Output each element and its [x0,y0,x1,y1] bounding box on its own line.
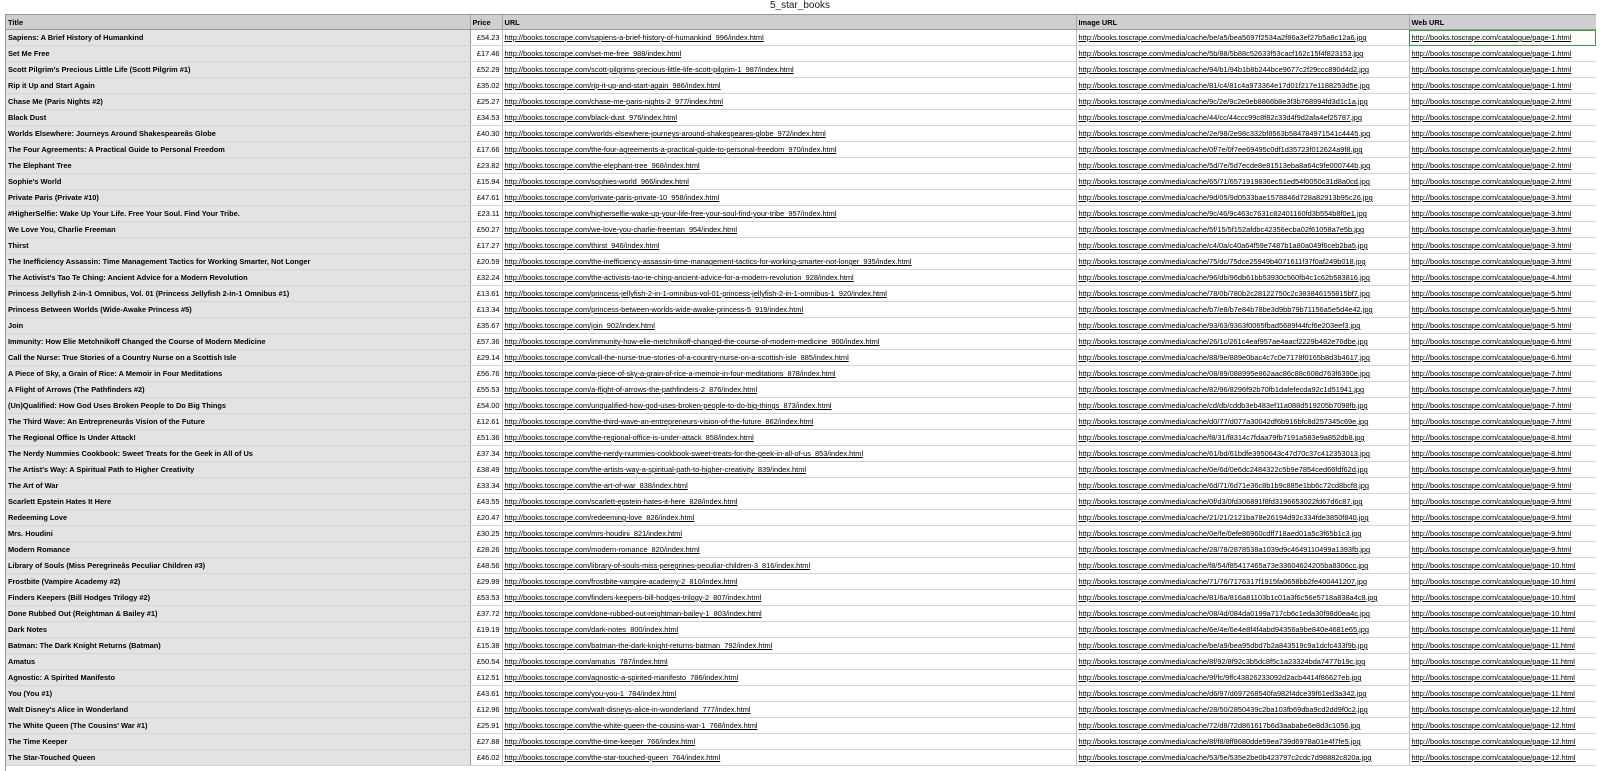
cell-image-url[interactable]: http://books.toscrape.com/media/cache/61/bd/61bdfe3950643c47d70c37c412353013.jpg [1076,446,1409,462]
cell-title[interactable]: Agnostic: A Spirited Manifesto [6,670,470,686]
table-row [6,590,1596,606]
cell-web-url[interactable]: http://books.toscrape.com/catalogue/page-2.html [1409,110,1596,126]
cell-url[interactable]: http://books.toscrape.com/the-nerdy-nummies-cookbook-sweet-treats-for-the-geek-in-all-of-us_853/index.html [502,446,1076,462]
cell-web-url[interactable]: http://books.toscrape.com/catalogue/page-2.html [1409,174,1596,190]
cell-image-url[interactable]: http://books.toscrape.com/media/cache/d0/77/d077a30042df6b916bfc8d257345c69e.jpg [1076,414,1409,430]
cell-title[interactable]: You (You #1) [6,686,470,702]
cell-url[interactable]: http://books.toscrape.com/the-regional-office-is-under-attack_858/index.html [502,430,1076,446]
cell-price[interactable]: £19.19 [470,622,502,638]
cell-price[interactable]: £54.00 [470,398,502,414]
column-header-url[interactable]: URL [502,15,1076,30]
table-row [6,142,1596,158]
cell-image-url[interactable]: http://books.toscrape.com/media/cache/0f/d3/0fd306891f8fd3196653022fd67d6c87.jpg [1076,494,1409,510]
cell-web-url[interactable]: http://books.toscrape.com/catalogue/page-10.html [1409,590,1596,606]
cell-price[interactable]: £20.47 [470,510,502,526]
table-row [6,398,1596,414]
cell-web-url[interactable]: http://books.toscrape.com/catalogue/page-9.html [1409,478,1596,494]
cell-title[interactable]: We Love You, Charlie Freeman [6,222,470,238]
cell-web-url[interactable]: http://books.toscrape.com/catalogue/page-3.html [1409,238,1596,254]
table-row [6,238,1596,254]
cell-price[interactable]: £53.53 [470,590,502,606]
header-row [6,15,1596,30]
cell-url[interactable]: http://books.toscrape.com/the-four-agreements-a-practical-guide-to-personal-freedom_970/index.html [502,142,1076,158]
table-row [6,46,1596,62]
table-row [6,190,1596,206]
cell-title[interactable]: Immunity: How Elie Metchnikoff Changed the Course of Modern Medicine [6,334,470,350]
cell-image-url[interactable]: http://books.toscrape.com/media/cache/44/cc/44ccc99c8f82c33d4f9d2afa4ef25787.jpg [1076,110,1409,126]
cell-image-url[interactable]: http://books.toscrape.com/media/cache/6e/4e/6e4e8f4f4abd94356a9be840e4681e65.jpg [1076,622,1409,638]
cell-title[interactable]: (Un)Qualified: How God Uses Broken People to Do Big Things [6,398,470,414]
cell-title[interactable]: A Piece of Sky, a Grain of Rice: A Memoir in Four Meditations [6,366,470,382]
cell-web-url[interactable]: http://books.toscrape.com/catalogue/page-9.html [1409,526,1596,542]
cell-web-url[interactable]: http://books.toscrape.com/catalogue/page-5.html [1409,302,1596,318]
table-row [6,478,1596,494]
cell-title[interactable]: #HigherSelfie: Wake Up Your Life. Free Your Soul. Find Your Tribe. [6,206,470,222]
cell-web-url[interactable]: http://books.toscrape.com/catalogue/page-3.html [1409,222,1596,238]
cell-image-url[interactable]: http://books.toscrape.com/media/cache/f8/31/f8314c7fdaa79fb7191a583e9a852db8.jpg [1076,430,1409,446]
table-row [6,334,1596,350]
cell-title[interactable]: Private Paris (Private #10) [6,190,470,206]
cell-image-url[interactable]: http://books.toscrape.com/media/cache/96/db/96db61bb53930c560fb4c1c62b583816.jpg [1076,270,1409,286]
cell-image-url[interactable]: http://books.toscrape.com/media/cache/8f/f8/8ff8680dde59ea739d6978a01e4f7fe5.jpg [1076,734,1409,750]
cell-url[interactable]: http://books.toscrape.com/the-activists-tao-te-ching-ancient-advice-for-a-modern-revolution_928/index.html [502,270,1076,286]
window-title: 5_star_books [769,0,831,11]
cell-price[interactable]: £32.24 [470,270,502,286]
table-row [6,30,1596,46]
table-row [6,350,1596,366]
cell-url[interactable]: http://books.toscrape.com/a-flight-of-arrows-the-pathfinders-2_876/index.html [502,382,1076,398]
cell-web-url[interactable]: http://books.toscrape.com/catalogue/page-2.html [1409,142,1596,158]
cell-title[interactable]: The Third Wave: An Entrepreneurâs Vision of the Future [6,414,470,430]
cell-price[interactable]: £40.30 [470,126,502,142]
table-row [6,702,1596,718]
cell-image-url[interactable]: http://books.toscrape.com/media/cache/65/71/6571919836ec51ed54f0050c31d8a0cd.jpg [1076,174,1409,190]
cell-title[interactable]: Thirst [6,238,470,254]
cell-price[interactable]: £35.67 [470,318,502,334]
cell-price[interactable]: £20.59 [470,254,502,270]
cell-image-url[interactable]: http://books.toscrape.com/media/cache/d6/97/d697268540fa982f4dce39f61ed3a342.jpg [1076,686,1409,702]
cell-image-url[interactable]: http://books.toscrape.com/media/cache/53/5e/535e2be0b423797c2cdc7d98882c820a.jpg [1076,750,1409,766]
cell-image-url[interactable]: http://books.toscrape.com/media/cache/0e/fe/0efe86960cdff718aed01a5c3f65b1c3.jpg [1076,526,1409,542]
cell-title[interactable]: Finders Keepers (Bill Hodges Trilogy #2) [6,590,470,606]
cell-web-url[interactable]: http://books.toscrape.com/catalogue/page-11.html [1409,654,1596,670]
cell-url[interactable]: http://books.toscrape.com/sophies-world_966/index.html [502,174,1076,190]
cell-web-url[interactable]: http://books.toscrape.com/catalogue/page-10.html [1409,606,1596,622]
cell-price[interactable]: £23.82 [470,158,502,174]
cell-web-url[interactable]: http://books.toscrape.com/catalogue/page-2.html [1409,158,1596,174]
cell-price[interactable]: £46.02 [470,750,502,766]
cell-web-url[interactable]: http://books.toscrape.com/catalogue/page-3.html [1409,206,1596,222]
cell-price[interactable]: £48.56 [470,558,502,574]
cell-price[interactable]: £52.29 [470,62,502,78]
table-row [6,430,1596,446]
cell-image-url[interactable]: http://books.toscrape.com/media/cache/f8/54/f85417465a73e33604624205ba8306cc.jpg [1076,558,1409,574]
cell-price[interactable]: £17.66 [470,142,502,158]
cell-title[interactable]: Frostbite (Vampire Academy #2) [6,574,470,590]
cell-web-url[interactable]: http://books.toscrape.com/catalogue/page-1.html [1409,78,1596,94]
table-row [6,734,1596,750]
cell-price[interactable]: £43.55 [470,494,502,510]
cell-url[interactable]: http://books.toscrape.com/the-star-touched-queen_764/index.html [502,750,1076,766]
cell-title[interactable]: Batman: The Dark Knight Returns (Batman) [6,638,470,654]
table-row [6,110,1596,126]
cell-price[interactable]: £23.11 [470,206,502,222]
cell-price[interactable]: £13.34 [470,302,502,318]
cell-image-url[interactable]: http://books.toscrape.com/media/cache/0e/6d/0e6dc2484322c5b9e7854ced66fdf62d.jpg [1076,462,1409,478]
column-header-price[interactable]: Price [470,15,502,30]
cell-image-url[interactable]: http://books.toscrape.com/media/cache/81/c4/81c4a973364e17d01f217e1188253d5e.jpg [1076,78,1409,94]
cell-image-url[interactable]: http://books.toscrape.com/media/cache/0f/7e/0f7ee69495c0df1d35723f012624a9f8.jpg [1076,142,1409,158]
cell-image-url[interactable]: http://books.toscrape.com/media/cache/c4/0a/c40a64f59e7487b1a80a049f6ceb2ba5.jpg [1076,238,1409,254]
cell-price[interactable]: £56.76 [470,366,502,382]
cell-web-url[interactable]: http://books.toscrape.com/catalogue/page-10.html [1409,558,1596,574]
cell-price[interactable]: £38.49 [470,462,502,478]
cell-title[interactable]: Worlds Elsewhere: Journeys Around Shakespeareâs Globe [6,126,470,142]
cell-url[interactable]: http://books.toscrape.com/scott-pilgrims-precious-little-life-scott-pilgrim-1_987/index.html [502,62,1076,78]
cell-title[interactable]: Rip it Up and Start Again [6,78,470,94]
cell-url[interactable]: http://books.toscrape.com/the-time-keeper_766/index.html [502,734,1076,750]
cell-url[interactable]: http://books.toscrape.com/the-white-queen-the-cousins-war-1_768/index.html [502,718,1076,734]
table-row [6,654,1596,670]
cell-title[interactable]: Set Me Free [6,46,470,62]
cell-title[interactable]: Scarlett Epstein Hates It Here [6,494,470,510]
cell-url[interactable]: http://books.toscrape.com/library-of-souls-miss-peregrines-peculiar-children-3_816/index.html [502,558,1076,574]
cell-title[interactable]: The Star-Touched Queen [6,750,470,766]
cell-price[interactable]: £25.91 [470,718,502,734]
cell-web-url[interactable]: http://books.toscrape.com/catalogue/page-12.html [1409,734,1596,750]
table-row [6,558,1596,574]
cell-title[interactable]: Mrs. Houdini [6,526,470,542]
cell-web-url[interactable]: http://books.toscrape.com/catalogue/page-7.html [1409,366,1596,382]
cell-price[interactable]: £54.23 [470,30,502,46]
cell-url[interactable]: http://books.toscrape.com/amatus_787/index.html [502,654,1076,670]
column-header-image-url[interactable]: Image URL [1076,15,1409,30]
cell-title[interactable]: Join [6,318,470,334]
table-row [6,286,1596,302]
table-row [6,270,1596,286]
cell-title[interactable]: Walt Disney's Alice in Wonderland [6,702,470,718]
cell-url[interactable]: http://books.toscrape.com/private-paris-private-10_958/index.html [502,190,1076,206]
cell-url[interactable]: http://books.toscrape.com/worlds-elsewhere-journeys-around-shakespeares-globe_972/index.html [502,126,1076,142]
cell-image-url[interactable]: http://books.toscrape.com/media/cache/93/63/9363f0065fbad5689f44fcf6e203eef3.jpg [1076,318,1409,334]
cell-url[interactable]: http://books.toscrape.com/batman-the-dark-knight-returns-batman_792/index.html [502,638,1076,654]
table-row [6,462,1596,478]
cell-title[interactable]: Sophie's World [6,174,470,190]
cell-title[interactable]: Princess Jellyfish 2-in-1 Omnibus, Vol. 01 (Princess Jellyfish 2-in-1 Omnibus #1) [6,286,470,302]
cell-image-url[interactable]: http://books.toscrape.com/media/cache/b7/e8/b7e84b78be3d9bb79b71156a5e5d4e42.jpg [1076,302,1409,318]
table-row [6,670,1596,686]
cell-web-url[interactable]: http://books.toscrape.com/catalogue/page-8.html [1409,446,1596,462]
cell-title[interactable]: The Art of War [6,478,470,494]
cell-web-url[interactable]: http://books.toscrape.com/catalogue/page-1.html [1409,46,1596,62]
table-row [6,94,1596,110]
table-row [6,382,1596,398]
cell-price[interactable]: £12.61 [470,414,502,430]
table-row [6,254,1596,270]
cell-price[interactable]: £15.38 [470,638,502,654]
cell-title[interactable]: A Flight of Arrows (The Pathfinders #2) [6,382,470,398]
cell-image-url[interactable]: http://books.toscrape.com/media/cache/5f/15/5f152afdbc42356ecba02f61058a7e5b.jpg [1076,222,1409,238]
cell-title[interactable]: The Four Agreements: A Practical Guide to Personal Freedom [6,142,470,158]
cell-price[interactable]: £47.61 [470,190,502,206]
cell-web-url[interactable]: http://books.toscrape.com/catalogue/page-9.html [1409,542,1596,558]
cell-image-url[interactable]: http://books.toscrape.com/media/cache/81/6a/816a81103b1c01a3f6c56e5718a838a4c8.jpg [1076,590,1409,606]
cell-web-url[interactable]: http://books.toscrape.com/catalogue/page-3.html [1409,190,1596,206]
cell-web-url[interactable]: http://books.toscrape.com/catalogue/page-3.html [1409,254,1596,270]
cell-web-url[interactable]: http://books.toscrape.com/catalogue/page-5.html [1409,318,1596,334]
cell-price[interactable]: £37.34 [470,446,502,462]
cell-image-url[interactable]: http://books.toscrape.com/media/cache/72/d8/72d861617b6d3aababe6e8d3c1056.jpg [1076,718,1409,734]
cell-image-url[interactable]: http://books.toscrape.com/media/cache/5d/7e/5d7ecde8e81513eba8a64c9fe000744b.jpg [1076,158,1409,174]
cell-title[interactable]: Chase Me (Paris Nights #2) [6,94,470,110]
cell-url[interactable]: http://books.toscrape.com/the-third-wave-an-entrepreneurs-vision-of-the-future_862/index.html [502,414,1076,430]
cell-price[interactable]: £43.61 [470,686,502,702]
cell-web-url[interactable]: http://books.toscrape.com/catalogue/page-4.html [1409,270,1596,286]
table-row [6,606,1596,622]
cell-price[interactable]: £27.88 [470,734,502,750]
cell-url[interactable]: http://books.toscrape.com/redeeming-love_826/index.html [502,510,1076,526]
cell-url[interactable]: http://books.toscrape.com/dark-notes_800/index.html [502,622,1076,638]
table-row [6,206,1596,222]
cell-price[interactable]: £29.14 [470,350,502,366]
table-row [6,718,1596,734]
cell-price[interactable]: £13.61 [470,286,502,302]
cell-price[interactable]: £12.96 [470,702,502,718]
cell-image-url[interactable]: http://books.toscrape.com/media/cache/8f/92/8f92c3b5dc8f5c1a23324bda7477b19c.jpg [1076,654,1409,670]
cell-price[interactable]: £51.36 [470,430,502,446]
table-row [6,78,1596,94]
cell-image-url[interactable]: http://books.toscrape.com/media/cache/75/dc/75dce25949b4071611f37f0af249b018.jpg [1076,254,1409,270]
data-table [6,15,1596,766]
cell-image-url[interactable]: http://books.toscrape.com/media/cache/be/a5/bea5697f2534a2f86a3ef27b5a8c12a6.jpg [1076,30,1409,46]
table-row [6,622,1596,638]
table-row [6,126,1596,142]
cell-image-url[interactable]: http://books.toscrape.com/media/cache/cd/db/cddb3eb483ef11a088d519205b7098fb.jpg [1076,398,1409,414]
cell-web-url[interactable]: http://books.toscrape.com/catalogue/page-11.html [1409,638,1596,654]
cell-price[interactable]: £15.94 [470,174,502,190]
cell-url[interactable]: http://books.toscrape.com/princess-between-worlds-wide-awake-princess-5_919/index.html [502,302,1076,318]
cell-image-url[interactable]: http://books.toscrape.com/media/cache/5b/88/5b88c52633f53cacf162c15f4f823153.jpg [1076,46,1409,62]
cell-title[interactable]: Redeeming Love [6,510,470,526]
cell-price[interactable]: £50.54 [470,654,502,670]
cell-web-url[interactable]: http://books.toscrape.com/catalogue/page-2.html [1409,94,1596,110]
cell-web-url[interactable]: http://books.toscrape.com/catalogue/page-9.html [1409,462,1596,478]
table-row [6,494,1596,510]
cell-url[interactable]: http://books.toscrape.com/scarlett-epstein-hates-it-here_828/index.html [502,494,1076,510]
cell-price[interactable]: £29.99 [470,574,502,590]
cell-price[interactable]: £37.72 [470,606,502,622]
cell-url[interactable]: http://books.toscrape.com/immunity-how-elie-metchnikoff-changed-the-course-of-modern-medicine_900/index.html [502,334,1076,350]
cell-price[interactable]: £17.27 [470,238,502,254]
cell-url[interactable]: http://books.toscrape.com/the-art-of-war_838/index.html [502,478,1076,494]
cell-web-url[interactable]: http://books.toscrape.com/catalogue/page-12.html [1409,718,1596,734]
cell-image-url[interactable]: http://books.toscrape.com/media/cache/71/76/7176317f1915fa0658bb2fe400441207.jpg [1076,574,1409,590]
table-row [6,542,1596,558]
cell-url[interactable]: http://books.toscrape.com/a-piece-of-sky-a-grain-of-rice-a-memoir-in-four-meditations_878/index.html [502,366,1076,382]
cell-url[interactable]: http://books.toscrape.com/set-me-free_988/index.html [502,46,1076,62]
cell-url[interactable]: http://books.toscrape.com/the-artists-way-a-spiritual-path-to-higher-creativity_839/index.html [502,462,1076,478]
cell-url[interactable]: http://books.toscrape.com/unqualified-how-god-uses-broken-people-to-do-big-things_873/index.html [502,398,1076,414]
cell-web-url[interactable]: http://books.toscrape.com/catalogue/page-11.html [1409,622,1596,638]
cell-web-url[interactable]: http://books.toscrape.com/catalogue/page-10.html [1409,574,1596,590]
table-row [6,158,1596,174]
cell-url[interactable]: http://books.toscrape.com/mrs-houdini_821/index.html [502,526,1076,542]
cell-image-url[interactable]: http://books.toscrape.com/media/cache/26/1c/261c4eaf957ae4aacf2229b482e76dbe.jpg [1076,334,1409,350]
cell-url[interactable]: http://books.toscrape.com/modern-romance_820/index.html [502,542,1076,558]
cell-web-url[interactable]: http://books.toscrape.com/catalogue/page-9.html [1409,494,1596,510]
cell-image-url[interactable]: http://books.toscrape.com/media/cache/9d/05/9d0533bae1578846d728a82913b95c26.jpg [1076,190,1409,206]
cell-title[interactable]: The Regional Office Is Under Attack! [6,430,470,446]
cell-web-url[interactable]: http://books.toscrape.com/catalogue/page-1.html [1409,30,1596,46]
table-row [6,510,1596,526]
cell-url[interactable]: http://books.toscrape.com/agnostic-a-spirited-manifesto_786/index.html [502,670,1076,686]
cell-title[interactable]: Sapiens: A Brief History of Humankind [6,30,470,46]
cell-title[interactable]: Call the Nurse: True Stories of a Country Nurse on a Scottish Isle [6,350,470,366]
cell-price[interactable]: £57.36 [470,334,502,350]
cell-image-url[interactable]: http://books.toscrape.com/media/cache/08/4d/084da0199a717cb6c1eda30f98d0ea4c.jpg [1076,606,1409,622]
cell-url[interactable]: http://books.toscrape.com/we-love-you-charlie-freeman_954/index.html [502,222,1076,238]
cell-web-url[interactable]: http://books.toscrape.com/catalogue/page-7.html [1409,382,1596,398]
table-row [6,686,1596,702]
cell-web-url[interactable]: http://books.toscrape.com/catalogue/page-11.html [1409,670,1596,686]
cell-url[interactable]: http://books.toscrape.com/done-rubbed-out-reightman-bailey-1_803/index.html [502,606,1076,622]
cell-url[interactable]: http://books.toscrape.com/higherselfie-wake-up-your-life-free-your-soul-find-your-tribe_957/index.html [502,206,1076,222]
cell-image-url[interactable]: http://books.toscrape.com/media/cache/6d/71/6d71e36c8b1b9c885e1bb6c72cd8bcf8.jpg [1076,478,1409,494]
table-row [6,526,1596,542]
cell-image-url[interactable]: http://books.toscrape.com/media/cache/9c/2e/9c2e0eb8866b8e3f3b768994fd3d1c1a.jpg [1076,94,1409,110]
cell-web-url[interactable]: http://books.toscrape.com/catalogue/page-6.html [1409,334,1596,350]
cell-price[interactable]: £17.46 [470,46,502,62]
cell-url[interactable]: http://books.toscrape.com/the-inefficiency-assassin-time-management-tactics-for-working-smarter-not-longer_935/index.html [502,254,1076,270]
cell-web-url[interactable]: http://books.toscrape.com/catalogue/page-7.html [1409,414,1596,430]
cell-price[interactable]: £34.53 [470,110,502,126]
cell-image-url[interactable]: http://books.toscrape.com/media/cache/94/b1/94b1b8b244bce9677c2f29ccc890d4d2.jpg [1076,62,1409,78]
cell-url[interactable]: http://books.toscrape.com/frostbite-vampire-academy-2_810/index.html [502,574,1076,590]
cell-title[interactable]: The Inefficiency Assassin: Time Management Tactics for Working Smarter, Not Longer [6,254,470,270]
cell-image-url[interactable]: http://books.toscrape.com/media/cache/be/a9/bea95dbd7b2a843519c9a1dcfc433f9b.jpg [1076,638,1409,654]
cell-image-url[interactable]: http://books.toscrape.com/media/cache/88/9e/889e0bac4c7c0e7178f0165b8d3b4617.jpg [1076,350,1409,366]
cell-title[interactable]: Modern Romance [6,542,470,558]
table-row [6,574,1596,590]
column-header-title[interactable]: Title [6,15,470,30]
cell-image-url[interactable]: http://books.toscrape.com/media/cache/9f/fc/9ffc43826233092d2acb4414f86627eb.jpg [1076,670,1409,686]
cell-url[interactable]: http://books.toscrape.com/rip-it-up-and-start-again_986/index.html [502,78,1076,94]
cell-image-url[interactable]: http://books.toscrape.com/media/cache/78/0b/780b2c28122750c2c383846155815bf7.jpg [1076,286,1409,302]
cell-price[interactable]: £33.34 [470,478,502,494]
cell-price[interactable]: £35.02 [470,78,502,94]
cell-title[interactable]: Amatus [6,654,470,670]
cell-web-url[interactable]: http://books.toscrape.com/catalogue/page-8.html [1409,430,1596,446]
table-row [6,414,1596,430]
cell-url[interactable]: http://books.toscrape.com/princess-jellyfish-2-in-1-omnibus-vol-01-princess-jellyfish-2-in-1-omnibus-1_920/index.html [502,286,1076,302]
table-row [6,302,1596,318]
table-row [6,750,1596,766]
table-row [6,638,1596,654]
cell-title[interactable]: The Artist's Way: A Spiritual Path to Higher Creativity [6,462,470,478]
cell-title[interactable]: Library of Souls (Miss Peregrineâs Peculiar Children #3) [6,558,470,574]
cell-title[interactable]: The White Queen (The Cousins' War #1) [6,718,470,734]
cell-web-url[interactable]: http://books.toscrape.com/catalogue/page-11.html [1409,686,1596,702]
cell-image-url[interactable]: http://books.toscrape.com/media/cache/28/50/2850439c2ba103fb69dba9cd2dd9f0c2.jpg [1076,702,1409,718]
cell-title[interactable]: Done Rubbed Out (Reightman & Bailey #1) [6,606,470,622]
cell-title[interactable]: The Time Keeper [6,734,470,750]
table-row [6,318,1596,334]
cell-price[interactable]: £55.53 [470,382,502,398]
cell-url[interactable]: http://books.toscrape.com/join_902/index.html [502,318,1076,334]
cell-url[interactable]: http://books.toscrape.com/finders-keepers-bill-hodges-trilogy-2_807/index.html [502,590,1076,606]
cell-image-url[interactable]: http://books.toscrape.com/media/cache/28/78/2878538a1039d9c4649110499a1393fb.jpg [1076,542,1409,558]
cell-price[interactable]: £50.27 [470,222,502,238]
cell-price[interactable]: £28.26 [470,542,502,558]
table-row [6,62,1596,78]
cell-image-url[interactable]: http://books.toscrape.com/media/cache/2e/98/2e98c332bf8563b584784971541c4445.jpg [1076,126,1409,142]
cell-web-url[interactable]: http://books.toscrape.com/catalogue/page-6.html [1409,350,1596,366]
column-header-web-url[interactable]: Web URL [1409,15,1596,30]
cell-url[interactable]: http://books.toscrape.com/black-dust_976/index.html [502,110,1076,126]
cell-image-url[interactable]: http://books.toscrape.com/media/cache/21/21/2121ba78e26194d92c334fde3850f840.jpg [1076,510,1409,526]
cell-web-url[interactable]: http://books.toscrape.com/catalogue/page-7.html [1409,398,1596,414]
cell-url[interactable]: http://books.toscrape.com/you-you-1_784/index.html [502,686,1076,702]
cell-web-url[interactable]: http://books.toscrape.com/catalogue/page-12.html [1409,750,1596,766]
cell-image-url[interactable]: http://books.toscrape.com/media/cache/9c/46/9c463c7631c82401160fd3b554b8f0e1.jpg [1076,206,1409,222]
cell-web-url[interactable]: http://books.toscrape.com/catalogue/page-2.html [1409,126,1596,142]
cell-price[interactable]: £30.25 [470,526,502,542]
cell-title[interactable]: Princess Between Worlds (Wide-Awake Princess #5) [6,302,470,318]
table-row [6,222,1596,238]
cell-web-url[interactable]: http://books.toscrape.com/catalogue/page-9.html [1409,510,1596,526]
cell-web-url[interactable]: http://books.toscrape.com/catalogue/page-1.html [1409,62,1596,78]
cell-web-url[interactable]: http://books.toscrape.com/catalogue/page-5.html [1409,286,1596,302]
spreadsheet-grid[interactable] [5,14,1596,771]
cell-image-url[interactable]: http://books.toscrape.com/media/cache/82/96/8296f92b70fb1dafefecda92c1d51941.jpg [1076,382,1409,398]
cell-web-url[interactable]: http://books.toscrape.com/catalogue/page-12.html [1409,702,1596,718]
cell-url[interactable]: http://books.toscrape.com/walt-disneys-alice-in-wonderland_777/index.html [502,702,1076,718]
cell-title[interactable]: Scott Pilgrim's Precious Little Life (Scott Pilgrim #1) [6,62,470,78]
cell-url[interactable]: http://books.toscrape.com/thirst_946/index.html [502,238,1076,254]
cell-price[interactable]: £12.51 [470,670,502,686]
cell-url[interactable]: http://books.toscrape.com/call-the-nurse-true-stories-of-a-country-nurse-on-a-scottish-isle_885/index.html [502,350,1076,366]
cell-title[interactable]: The Elephant Tree [6,158,470,174]
cell-url[interactable]: http://books.toscrape.com/the-elephant-tree_968/index.html [502,158,1076,174]
table-row [6,174,1596,190]
cell-url[interactable]: http://books.toscrape.com/sapiens-a-brief-history-of-humankind_996/index.html [502,30,1076,46]
table-row [6,366,1596,382]
cell-title[interactable]: The Activist's Tao Te Ching: Ancient Advice for a Modern Revolution [6,270,470,286]
cell-title[interactable]: Black Dust [6,110,470,126]
cell-title[interactable]: Dark Notes [6,622,470,638]
cell-title[interactable]: The Nerdy Nummies Cookbook: Sweet Treats for the Geek in All of Us [6,446,470,462]
cell-image-url[interactable]: http://books.toscrape.com/media/cache/08/89/088995e862aac86c88c608d763f6390e.jpg [1076,366,1409,382]
table-row [6,446,1596,462]
cell-price[interactable]: £25.27 [470,94,502,110]
cell-url[interactable]: http://books.toscrape.com/chase-me-paris-nights-2_977/index.html [502,94,1076,110]
